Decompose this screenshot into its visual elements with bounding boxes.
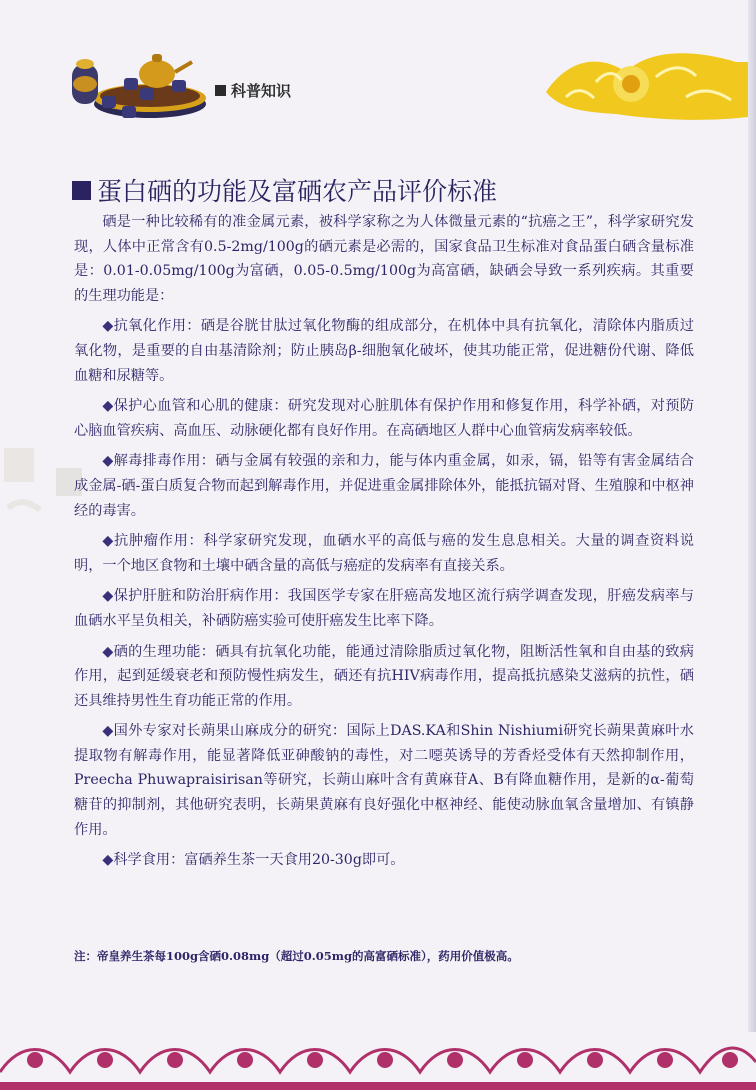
diamond-bullet-icon: ◆ [102,453,114,470]
paragraph-text: 科学食用：富硒养生茶一天食用20-30g即可。 [113,852,405,869]
square-bullet-icon [72,181,91,200]
diamond-bullet-icon: ◆ [102,852,114,869]
section-label-text: 科普知识 [231,82,292,100]
list-item [74,640,694,714]
page-edge [748,0,756,1090]
list-item [74,719,694,842]
gold-floral-ornament-icon [536,42,748,122]
diamond-bullet-icon: ◆ [102,318,114,335]
diamond-bullet-icon: ◆ [102,533,115,550]
list-item [74,449,694,523]
paragraph-text: 硒是一种比较稀有的准金属元素，被科学家称之为人体微量元素的“抗癌之王”，科学家研究发现，人体中正常含有0.5-2mg/100g的硒元素是必需的，国家食品卫生标准对食品蛋白硒含量标准是：0.01-0.05mg/100g为富硒，0.05-0.5mg/100g为高富硒，缺硒会导致一系列疾病。其重要的生理功能是： [74,214,694,304]
diamond-bullet-icon: ◆ [102,398,114,415]
square-bullet-icon [215,85,226,96]
paragraph-text: 抗氧化作用：硒是谷胱甘肽过氧化物酶的组成部分，在机体中具有抗氧化，清除体内脂质过氧化物，是重要的自由基清除剂；防止胰岛β-细胞氧化破坏，使其功能正常，促进糖份代谢、降低血糖和尿糖等。 [74,318,694,384]
paragraph-text: 解毒排毒作用：硒与金属有较强的亲和力，能与体内重金属，如汞，镉，铅等有害金属结合成金属-硒-蛋白质复合物而起到解毒作用，并促进重金属排除体外，能抵抗镉对肾、生殖腺和中枢神经的毒害。 [74,453,694,519]
tea-set-icon [62,34,212,122]
list-item [74,584,694,633]
diamond-bullet-icon: ◆ [102,588,114,605]
list-item [74,529,694,578]
footnote: 注：帝皇养生茶每100g含硒0.08mg（超过0.05mg的高富硒标准），药用价值极高。 [74,949,519,963]
list-item [74,394,694,443]
section-label [215,80,291,101]
paragraph-text: 国外专家对长蒴果山麻成分的研究：国际上DAS.KA和Shin Nishiumi研究长蒴果黄麻叶水提取物有解毒作用，能显著降低亚砷酸钠的毒性，对二噁英诱导的芳香烃受体有天然抑制作用，Preecha Phuwapraisirisan等研究，长蒴山麻叶含有黄麻苷A、B有降血糖作用，是新的α-葡萄糖苷的抑制剂，其他研究表明，长蒴果黄麻有良好强化中枢神经、能使动脉血氧含量增加、有镇静作用。 [74,723,694,838]
article-body [74,210,694,879]
page-title-text: 蛋白硒的功能及富硒农产品评价标准 [97,177,498,206]
paragraph-text: 保护肝脏和防治肝病作用：我国医学专家在肝癌高发地区流行病学调查发现，肝癌发病率与血硒水平呈负相关，补硒防癌实验可使肝癌发生比率下降。 [74,588,694,629]
diamond-bullet-icon: ◆ [102,643,114,660]
list-item [74,314,694,388]
list-item [74,848,694,873]
intro-paragraph [74,210,694,308]
paragraph-text: 保护心血管和心肌的健康：研究发现对心脏肌体有保护作用和修复作用，科学补硒，对预防心脑血管疾病、高血压、动脉硬化都有良好作用。在高硒地区人群中心血管病发病率较低。 [74,398,694,439]
floral-border-icon [0,1032,756,1090]
paragraph-text: 抗肿瘤作用：科学家研究发现，血硒水平的高低与癌的发生息息相关。大量的调查资料说明，一个地区食物和土壤中硒含量的高低与癌症的发病率有直接关系。 [74,533,694,574]
paragraph-text: 硒的生理功能：硒具有抗氧化功能，能通过清除脂质过氧化物，阻断活性氧和自由基的致病作用，起到延缓衰老和预防慢性病发生，硒还有抗HIV病毒作用，提高抵抗感染艾滋病的抗性，硒还具维持男性生育功能正常的作用。 [74,643,694,709]
diamond-bullet-icon: ◆ [102,723,114,740]
page-title [72,172,497,208]
